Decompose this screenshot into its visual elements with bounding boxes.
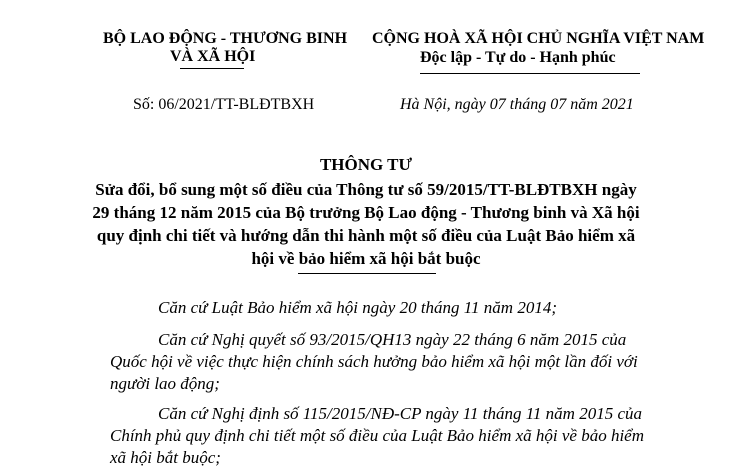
issue-date: Hà Nội, ngày 07 tháng 07 năm 2021 [400,96,634,113]
ministry-name-line2: VÀ XÃ HỘI [170,48,256,65]
subtitle-line-4: hội về bảo hiểm xã hội bắt buộc [251,249,481,268]
basis-2-line-1: Căn cứ Nghị quyết số 93/2015/QH13 ngày 22 tháng 6 năm 2015 của [158,330,627,349]
basis-3-line-2: Chính phủ quy định chi tiết một số điều của Luật Bảo hiểm xã hội về bảo hiểm [110,426,645,445]
country-name: CỘNG HOÀ XÃ HỘI CHỦ NGHĨA VIỆT NAM [372,30,705,47]
basis-3-line-1: Căn cứ Nghị định số 115/2015/NĐ-CP ngày 11 tháng 11 năm 2015 của [158,404,643,423]
national-motto: Độc lập - Tự do - Hạnh phúc [420,49,616,66]
subtitle-line-2: 29 tháng 12 năm 2015 của Bộ trưởng Bộ Lao động - Thương binh và Xã hội [92,203,640,222]
ministry-underline [180,68,244,69]
basis-3-line-3: xã hội bắt buộc; [110,448,221,467]
basis-2-line-2: Quốc hội về việc thực hiện chính sách hưởng bảo hiểm xã hội một lần đối với [110,352,638,371]
title-underline [298,273,436,274]
document-number: Số: 06/2021/TT-BLĐTBXH [133,96,315,113]
ministry-name-line1: BỘ LAO ĐỘNG - THƯƠNG BINH [103,30,348,47]
basis-2-line-3: người lao động; [110,374,220,393]
subtitle-line-3: quy định chi tiết và hướng dẫn thi hành một số điều của Luật Bảo hiểm xã [96,226,636,245]
basis-1-line-1: Căn cứ Luật Bảo hiểm xã hội ngày 20 tháng 11 năm 2014; [158,298,557,317]
motto-underline [420,73,640,74]
document-type: THÔNG TƯ [319,155,413,174]
subtitle-line-1: Sửa đổi, bổ sung một số điều của Thông tư số 59/2015/TT-BLĐTBXH ngày [95,180,637,199]
